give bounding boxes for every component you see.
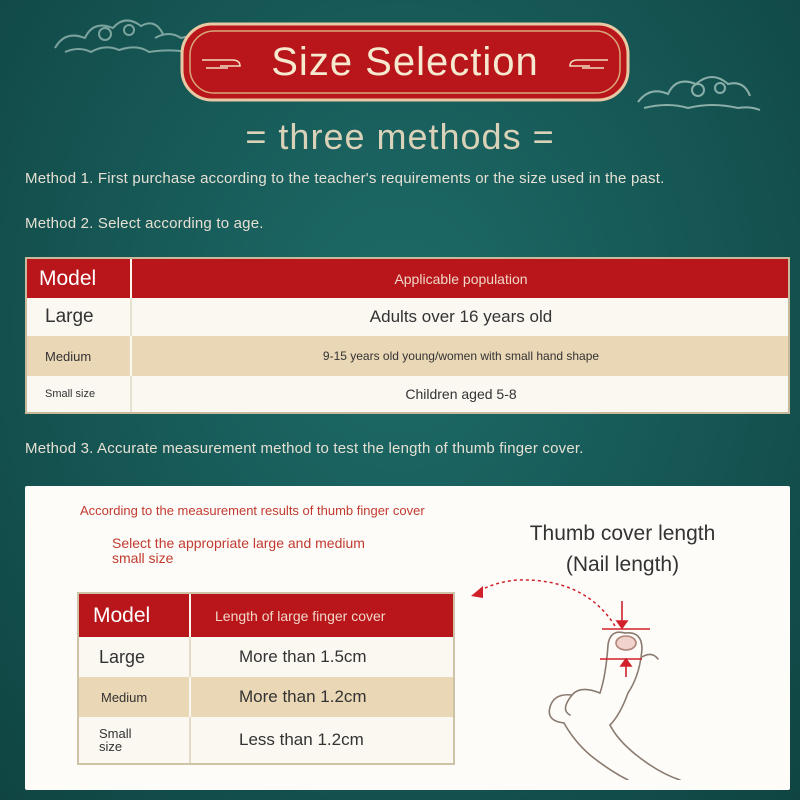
table-row: [27, 336, 788, 376]
table-row: [27, 298, 788, 336]
cloud-icon: [628, 62, 768, 117]
cell-model: Medium: [101, 689, 148, 705]
cell-model: [79, 717, 189, 763]
method-1-text: Method 1. First purchase according to the teacher's requirements or the size used in the past.: [25, 170, 665, 187]
header-length: Length of large finger cover: [189, 594, 453, 637]
method-3-text: Method 3. Accurate measurement method to test the length of thumb finger cover.: [25, 440, 584, 457]
cell-model: Large: [99, 646, 146, 667]
header-population: Applicable population: [130, 259, 790, 298]
cell-length: More than 1.2cm: [189, 677, 453, 717]
cell-model: Medium: [45, 348, 92, 364]
cell-length: Less than 1.2cm: [189, 717, 453, 763]
age-size-table: [25, 257, 790, 414]
table-header-row: [27, 259, 788, 298]
header-model: Model: [93, 603, 151, 627]
thumb-cover-length-text: Thumb cover length: [529, 522, 716, 545]
table-row: [27, 376, 788, 412]
nail-length-text: (Nail length): [565, 553, 680, 576]
length-size-table: [77, 592, 455, 765]
cell-length: More than 1.5cm: [189, 637, 453, 677]
table-header-row: [79, 594, 453, 637]
selection-note: Select the appropriate large and medium small size: [112, 535, 365, 566]
page-title: Size Selection: [271, 39, 539, 84]
cell-population: 9-15 years old young/women with small hand shape: [130, 336, 790, 376]
measurement-note: According to the measurement results of thumb finger cover: [80, 503, 425, 518]
method-2-text: Method 2. Select according to age.: [25, 215, 264, 232]
table-row: [79, 717, 453, 763]
table-row: [79, 677, 453, 717]
cell-model-line1: Small: [99, 726, 132, 741]
header-model: Model: [39, 266, 97, 290]
subtitle: = three methods =: [245, 116, 555, 157]
cell-population: Adults over 16 years old: [130, 298, 790, 336]
cell-model: Large: [45, 306, 94, 327]
cell-model: Small size: [45, 388, 96, 400]
arrow-icon: [465, 570, 625, 630]
cell-population: Children aged 5-8: [130, 376, 790, 412]
table-row: [79, 637, 453, 677]
cell-model-line2: size: [99, 739, 123, 754]
